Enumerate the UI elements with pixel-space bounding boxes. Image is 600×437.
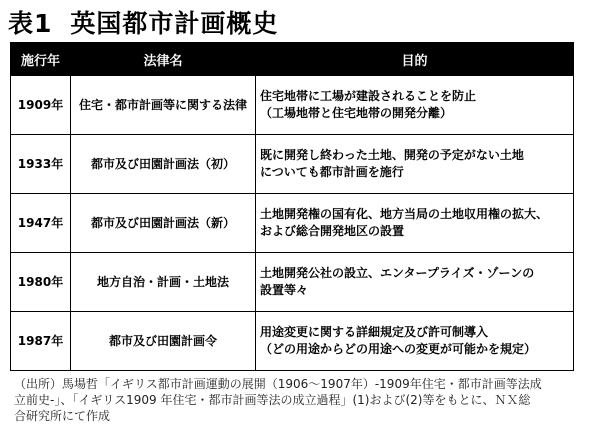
purpose-cell xyxy=(256,312,574,371)
table-title-text: 英国都市計画概史 xyxy=(70,9,279,38)
purpose-line: 用途変更に関する詳細規定及び許可制導入 xyxy=(260,325,489,339)
purpose-line: 土地開発権の国有化、地方当局の土地収用権の拡大、 xyxy=(260,207,549,221)
year-cell: 1987年 xyxy=(11,312,71,371)
source-note xyxy=(14,376,594,424)
purpose-line: 住宅地帯に工場が建設されることを防止 xyxy=(260,89,477,103)
table-header-row xyxy=(11,43,574,76)
law-name-cell: 都市及び田園計画法（新） xyxy=(71,194,256,253)
purpose-line: についても都市計画を施行 xyxy=(260,165,404,179)
purpose-line: 土地開発公社の設立、エンタープライズ・ゾーンの xyxy=(260,266,535,280)
header-year: 施行年 xyxy=(11,43,71,76)
purpose-cell xyxy=(256,76,574,135)
header-purpose: 目的 xyxy=(256,43,574,76)
law-name-cell: 地方自治・計画・土地法 xyxy=(71,253,256,312)
source-line: 立前史-」、「イギリス1909 年住宅・都市計画等法の成立過程」(1)および(2)等をもとに、ＮＸ総 xyxy=(14,393,531,407)
table-row xyxy=(11,135,574,194)
source-line: （出所）馬場哲「イギリス都市計画運動の展開（1906〜1907年）-1909年住宅・都市計画等法成 xyxy=(14,377,542,391)
year-cell: 1980年 xyxy=(11,253,71,312)
year-cell: 1909年 xyxy=(11,76,71,135)
table-number: 表1 xyxy=(8,9,53,38)
table-title xyxy=(8,4,278,40)
year-cell: 1933年 xyxy=(11,135,71,194)
table-row xyxy=(11,76,574,135)
purpose-cell xyxy=(256,253,574,312)
purpose-cell xyxy=(256,194,574,253)
source-line: 合研究所にて作成 xyxy=(14,409,111,423)
urban-planning-history-table xyxy=(10,42,574,371)
law-name-cell: 都市及び田園計画令 xyxy=(71,312,256,371)
law-name-cell: 都市及び田園計画法（初） xyxy=(71,135,256,194)
year-cell: 1947年 xyxy=(11,194,71,253)
purpose-line: 既に開発し終わった土地、開発の予定がない土地 xyxy=(260,148,524,162)
header-law-name: 法律名 xyxy=(71,43,256,76)
table-row xyxy=(11,253,574,312)
purpose-line: （どの用途からどの用途への変更が可能かを規定） xyxy=(260,342,537,356)
purpose-cell xyxy=(256,135,574,194)
purpose-line: （工場地帯と住宅地帯の開発分離） xyxy=(260,106,453,120)
purpose-line: および総合開発地区の設置 xyxy=(260,224,405,238)
purpose-line: 設置等々 xyxy=(260,283,309,297)
table-row xyxy=(11,312,574,371)
law-name-cell: 住宅・都市計画等に関する法律 xyxy=(71,76,256,135)
table-row xyxy=(11,194,574,253)
